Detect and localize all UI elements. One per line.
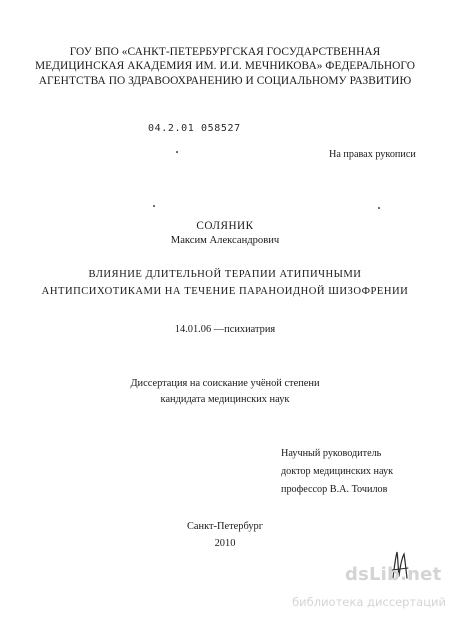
supervisor-name: профессор В.А. Точилов <box>281 484 388 495</box>
author-last-name: СОЛЯНИК <box>196 220 254 232</box>
institution-line-3: АГЕНТСТВА ПО ЗДРАВООХРАНЕНИЮ И СОЦИАЛЬНОМУ РАЗВИТИЮ <box>38 75 412 87</box>
dissertation-line-2: кандидата медицинских наук <box>160 394 290 405</box>
city: Санкт-Петербург <box>186 521 264 532</box>
rights-note: На правах рукописи <box>329 149 416 160</box>
thesis-title-line-1: ВЛИЯНИЕ ДЛИТЕЛЬНОЙ ТЕРАПИИ АТИПИЧНЫМИ <box>88 269 362 280</box>
supervisor-role: Научный руководитель <box>281 448 382 459</box>
institution-line-1: ГОУ ВПО «САНКТ-ПЕТЕРБУРГСКАЯ ГОСУДАРСТВЕННАЯ <box>69 46 381 58</box>
supervisor-degree: доктор медицинских наук <box>281 466 394 477</box>
watermark-logo: dsLib.net <box>345 564 442 585</box>
year: 2010 <box>214 538 236 549</box>
watermark-subtitle: библиотека диссертаций <box>292 595 446 609</box>
specialty-code: 14.01.06 —психиатрия <box>174 324 276 335</box>
dissertation-line-1: Диссертация на соискание учёной степени <box>130 378 320 389</box>
author-first-names: Максим Александрович <box>170 235 280 246</box>
watermark <box>292 564 450 619</box>
thesis-title-line-2: АНТИПСИХОТИКАМИ НА ТЕЧЕНИЕ ПАРАНОИДНОЙ ШИЗОФРЕНИИ <box>41 286 409 297</box>
institution-line-2: МЕДИЦИНСКАЯ АКАДЕМИЯ ИМ. И.И. МЕЧНИКОВА» ФЕДЕРАЛЬНОГО <box>34 60 416 72</box>
scan-speck <box>176 151 178 153</box>
scan-speck <box>153 205 155 207</box>
library-stamp: 04.2.01 058527 <box>148 123 241 134</box>
scan-speck <box>378 207 380 209</box>
